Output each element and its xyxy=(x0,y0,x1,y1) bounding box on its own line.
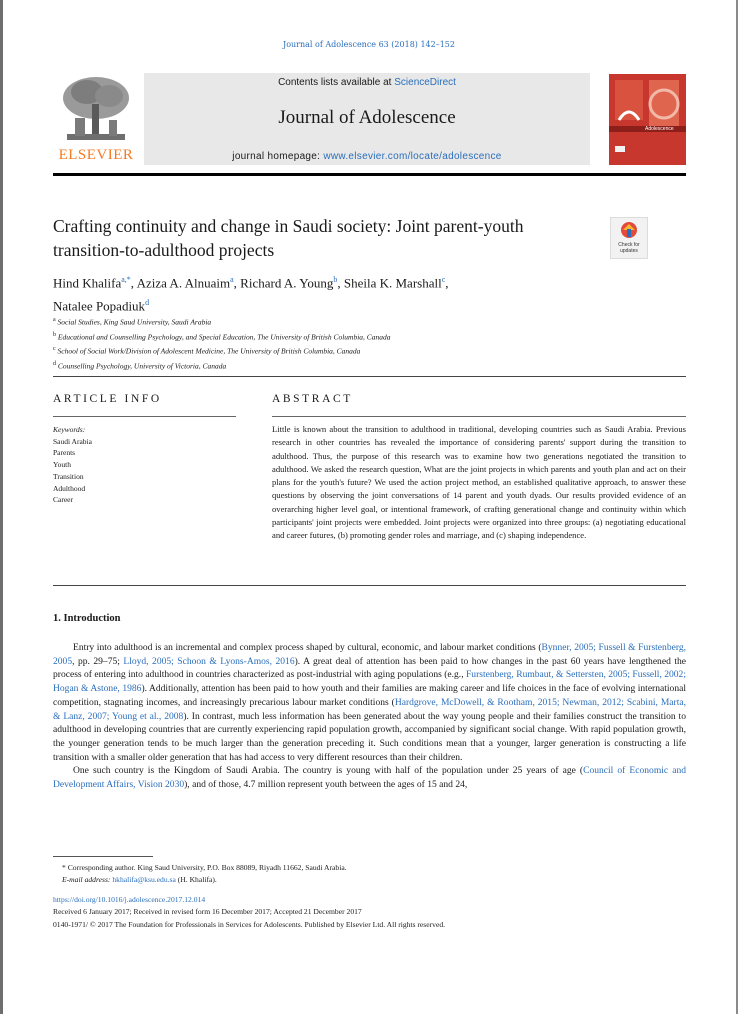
footnote-line: * Corresponding author. King Saud University, P.O. Box 88089, Riyadh 11662, Saudi Arabia. xyxy=(62,863,347,872)
citation-link[interactable]: Bynner, 2005; Fussell & Furstenberg, 2005 xyxy=(53,642,686,667)
body-text-run: ). A great deal of attention has been paid to how changes in the past 60 years have lengthened the process of entering into adulthood in countries characterized as post-industrial with aging populations (e.g., xyxy=(53,655,686,681)
homepage-prefix: journal homepage: xyxy=(232,151,324,162)
crossmark-label xyxy=(611,242,647,254)
crossmark-label-line-2: updates xyxy=(620,248,638,254)
keywords-heading: Keywords: xyxy=(53,425,86,434)
keywords-list xyxy=(53,424,92,506)
keyword-item: Career xyxy=(53,495,73,505)
page-edge-left xyxy=(0,0,3,1014)
keyword-item: Youth xyxy=(53,460,71,470)
elsevier-tree-icon xyxy=(57,74,135,144)
body-text-run: One such country is the Kingdom of Saudi Arabia. The country is young with half of the population under 25 years of age ( xyxy=(73,765,584,777)
affiliation-text: Social Studies, King Saud University, Saudi Arabia xyxy=(57,317,212,327)
author-name: Sheila K. Marshall xyxy=(343,275,442,291)
author-affiliation-link[interactable]: a xyxy=(230,275,234,284)
contents-available-line xyxy=(144,77,590,88)
introduction-body xyxy=(53,641,686,792)
elsevier-logo xyxy=(53,74,139,166)
email-suffix: (H. Khalifa). xyxy=(175,875,217,884)
article-title-line-1: Crafting continuity and change in Saudi society: Joint parent-youth xyxy=(53,216,524,236)
header-divider xyxy=(53,173,686,176)
corresponding-author-footnote xyxy=(62,862,662,886)
affiliation-item xyxy=(53,329,673,344)
author-separator: , xyxy=(233,275,241,291)
publication-info xyxy=(53,894,686,931)
section-divider xyxy=(53,376,686,377)
author-separator: , xyxy=(445,275,449,291)
author-name: Aziza A. Alnuaim xyxy=(136,275,231,291)
sciencedirect-link[interactable]: ScienceDirect xyxy=(394,77,456,88)
abstract-text: Little is known about the transition to adulthood in traditional, developing countries such as Saudi Arabia. Previous research in other countries has revealed the importance of considering parents' support during the transition to adulthood. Thus, the purpose of this research was to examine how two generations negotiated the transition to adulthood. We asked the research question, What are the joint projects in which parents and youth plan and act on their plans for the youth's future? We used the action project method, an established qualitative approach, to answer these questions by observing the joint conversations of 14 parent and youth dyads. Our results provided evidence of an overarching higher level goal, or intentional framework, of crafting generational change and continuity within which participants' joint projects were embedded. Joint projects were organized into three groups: (a) negotiating educational and career futures, (b) promoting gender roles and marriage, and (c) shaping independence. xyxy=(272,424,686,541)
affiliation-marker: b xyxy=(53,331,56,338)
journal-reference-link[interactable]: Journal of Adolescence 63 (2018) 142–152 xyxy=(283,40,455,49)
doi-link[interactable]: https://doi.org/10.1016/j.adolescence.2017.12.014 xyxy=(53,895,206,904)
author-separator: , xyxy=(130,275,137,291)
crossmark-label-line-1: Check for xyxy=(618,242,640,248)
author-name: Natalee Popadiuk xyxy=(53,298,146,314)
contents-prefix: Contents lists available at xyxy=(278,77,395,88)
section-divider xyxy=(53,585,686,586)
keyword-item: Transition xyxy=(53,471,84,481)
body-text-run: , pp. 29–75; xyxy=(72,655,124,667)
affiliation-text: Counselling Psychology, University of Victoria, Canada xyxy=(57,361,227,370)
article-title xyxy=(53,214,603,262)
article-title-line-2: transition-to-adulthood projects xyxy=(53,240,275,260)
article-info-divider xyxy=(53,416,236,417)
citation-link[interactable]: Council of Economic and Development Affairs, Vision 2030 xyxy=(53,765,686,791)
journal-homepage-link[interactable]: www.elsevier.com/locate/adolescence xyxy=(323,151,502,162)
elsevier-logo-text: ELSEVIER xyxy=(58,147,134,163)
journal-title: Journal of Adolescence xyxy=(278,107,456,128)
body-text-run: ). Additionally, attention has been paid to how youth and their families are making career and life choices in the face of evolving international competition, stagnating incomes, and increasingly precarious labour market conditions ( xyxy=(53,683,686,708)
author-affiliation-link[interactable]: c xyxy=(441,275,446,284)
author-separator: , xyxy=(337,275,344,291)
affiliation-marker: a xyxy=(53,317,56,323)
cover-art-icon xyxy=(609,74,686,165)
body-text-run: ), and of those, 4.7 million represent youth between the ages of 15 and 24, xyxy=(184,779,468,791)
affiliation-marker: c xyxy=(53,346,56,352)
body-text-run: ). In contrast, much less information has been generated about the way young people and their families construct the transition to adulthood in developing countries that are currently experiencing rapid population growth, accompanied by significant social change. With rapid population growth, the younger generation tends to be much larger than the generation preceding it. Such conditions mean that a younger, larger generation is constructing a life transition with a smaller older generation that has had access to very different resources than their children. xyxy=(53,710,686,763)
journal-reference xyxy=(0,40,738,49)
received-dates: Received 6 January 2017; Received in revised form 16 December 2017; Accepted 21 December 2017 xyxy=(53,907,362,917)
cover-label: Adolescence xyxy=(645,126,674,132)
affiliation-text: School of Social Work/Division of Adolescent Medicine, The University of British Columbia, Canada xyxy=(57,346,361,356)
affiliation-item xyxy=(53,343,673,358)
body-paragraph xyxy=(53,641,686,764)
check-for-updates-badge[interactable] xyxy=(610,217,648,259)
article-info-heading: ARTICLE INFO xyxy=(53,393,162,405)
affiliation-list xyxy=(53,314,673,372)
affiliation-item xyxy=(53,358,673,373)
affiliation-text: Educational and Counselling Psychology, and Special Education, The University of British Columbia, Canada xyxy=(57,332,391,341)
author-affiliation-link[interactable]: a,* xyxy=(121,275,131,284)
crossmark-icon xyxy=(611,219,647,243)
keyword-item: Parents xyxy=(53,448,76,458)
journal-cover-image xyxy=(609,74,686,165)
footnote-divider xyxy=(53,856,153,857)
keyword-item: Saudi Arabia xyxy=(53,436,92,446)
citation-link[interactable]: Furstenberg, Rumbaut, & Settersten, 2005; Fussell, 2002; Hogan & Astone, 1986 xyxy=(53,669,686,695)
copyright-line: 0140-1971/ © 2017 The Foundation for Professionals in Services for Adolescents. Published by Elsevier Ltd. All rights reserved. xyxy=(53,919,446,929)
abstract-divider xyxy=(272,416,686,417)
email-link[interactable]: hkhalifa@ksu.edu.sa xyxy=(112,875,176,884)
email-label: E-mail address: xyxy=(62,875,113,884)
citation-link[interactable]: Lloyd, 2005; Schoon & Lyons-Amos, 2016 xyxy=(123,655,295,667)
author-name: Richard A. Young xyxy=(240,275,334,291)
abstract-heading: ABSTRACT xyxy=(272,393,353,405)
journal-masthead xyxy=(144,73,590,165)
citation-link[interactable]: Hardgrove, McDowell, & Rootham, 2015; Newman, 2012; Scabini, Marta, & Lanz, 2007; Young et al., 2008 xyxy=(53,696,686,722)
body-paragraph xyxy=(53,764,686,791)
affiliation-marker: d xyxy=(53,360,56,367)
author-name: Hind Khalifa xyxy=(53,275,122,291)
introduction-heading: 1. Introduction xyxy=(53,613,121,624)
author-affiliation-link[interactable]: d xyxy=(145,298,150,308)
affiliation-item xyxy=(53,314,673,329)
author-list xyxy=(53,270,653,317)
keyword-item: Adulthood xyxy=(53,483,86,493)
journal-homepage-line xyxy=(144,151,590,162)
author-affiliation-link[interactable]: b xyxy=(333,275,338,284)
footnote-email-line xyxy=(62,874,662,886)
body-text-run: Entry into adulthood is an incremental and complex process shaped by cultural, economic, and labour market conditions ( xyxy=(73,642,542,653)
